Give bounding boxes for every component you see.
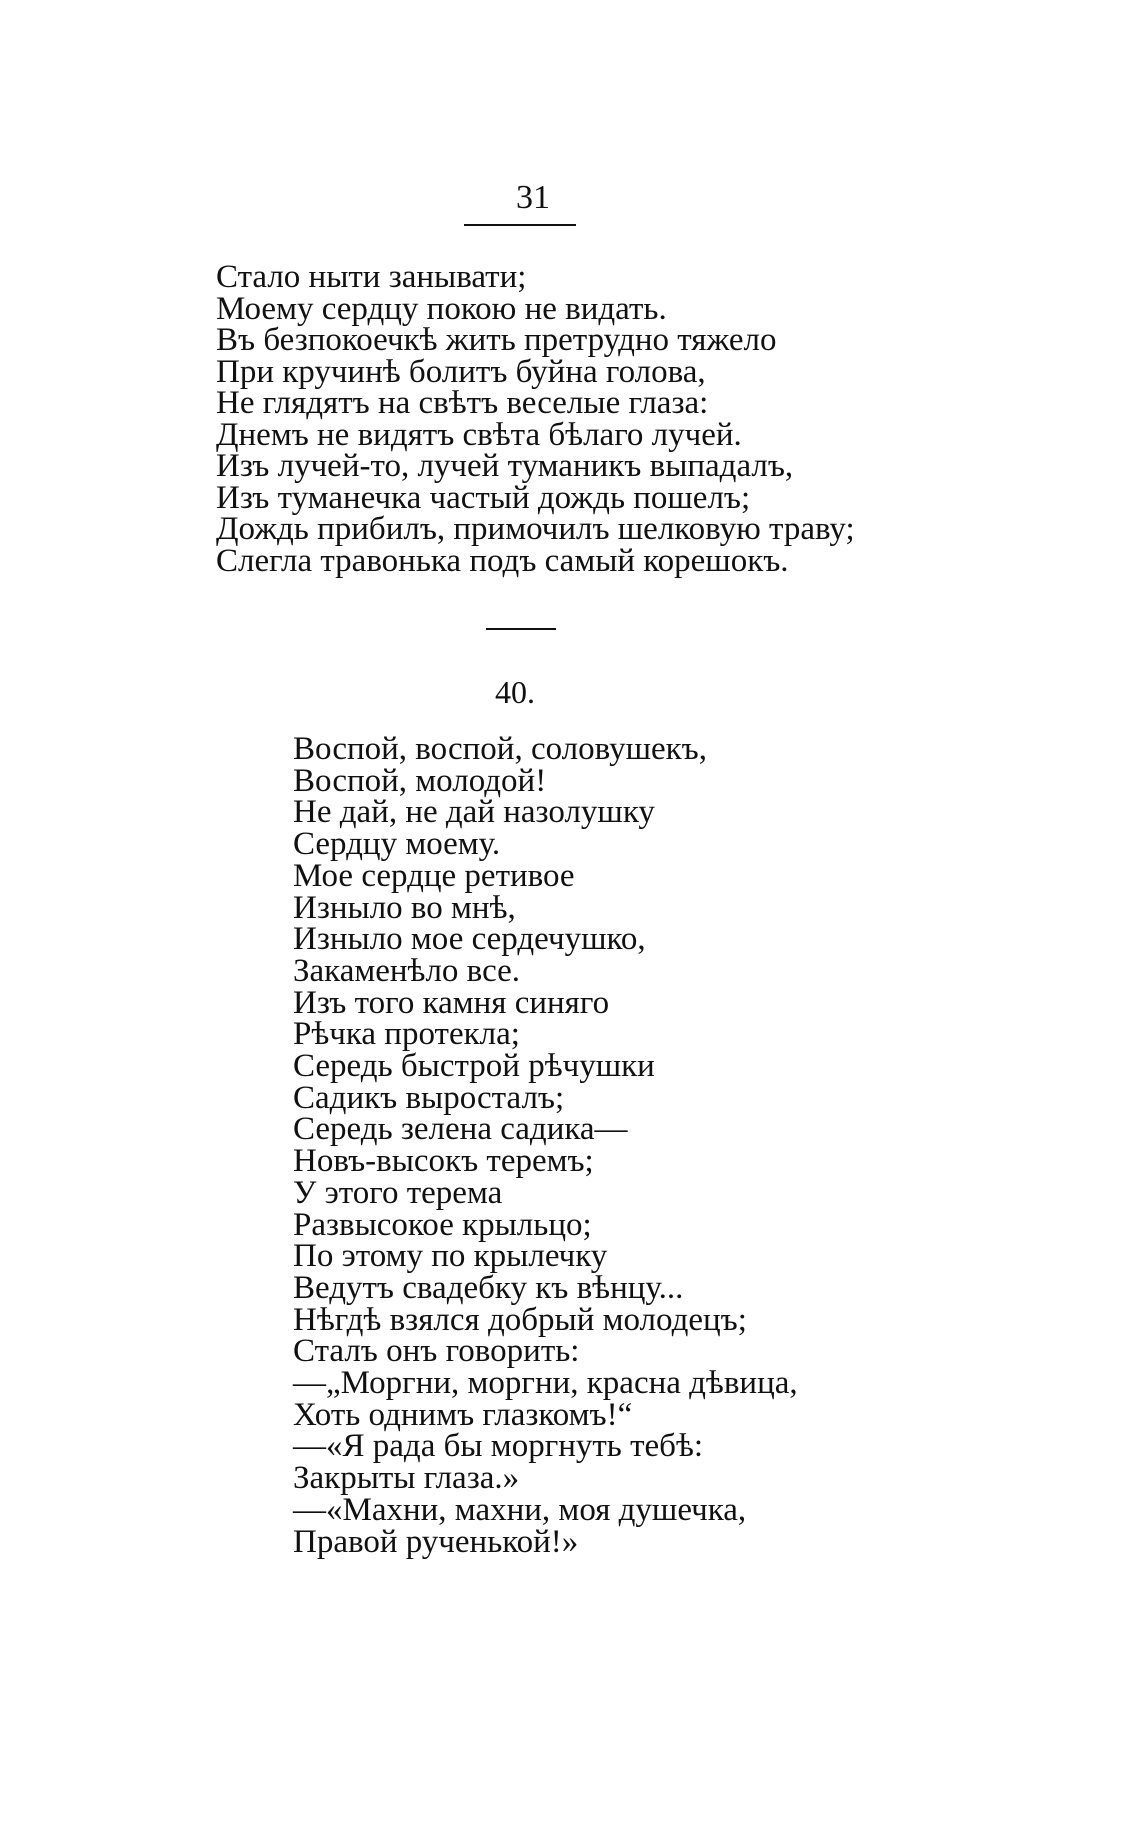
verse-line: Правой рученькой!»	[293, 1523, 579, 1560]
verse-line: Не дай, не дай назолушку	[293, 794, 655, 831]
verse-line: Изъ туманечка частый дождь пошелъ;	[216, 479, 751, 516]
verse-line: Ведутъ свадебку къ вѣнцу...	[293, 1269, 684, 1306]
poem-number: 40.	[495, 674, 535, 710]
verse-line: Закрыты глаза.»	[293, 1460, 520, 1497]
verse-line: У этого терема	[293, 1174, 503, 1211]
verse-line: Изъ того камня синяго	[293, 984, 610, 1021]
verse-line: Рѣчка протекла;	[293, 1016, 520, 1053]
verse-line: —«Махни, махни, моя душечка,	[293, 1491, 747, 1528]
verse-line: Сердцу моему.	[293, 826, 501, 863]
verse-line: Садикъ выросталъ;	[293, 1079, 565, 1116]
section-divider	[486, 628, 556, 630]
verse-line: Дождь прибилъ, примочилъ шелковую траву;	[216, 511, 855, 547]
verse-line: Новъ-высокъ теремъ;	[293, 1143, 594, 1180]
verse-line: Воспой, молодой!	[293, 762, 547, 799]
verse-line: Днемъ не видятъ свѣта бѣлаго лучей.	[216, 416, 742, 453]
verse-line: Въ безпокоечкѣ жить претрудно тяжело	[216, 322, 777, 358]
verse-line: По этому по крылечку	[293, 1238, 608, 1275]
verse-line: Мое сердце ретивое	[293, 857, 575, 894]
verse-line: Изныло мое сердечушко,	[293, 921, 646, 958]
verse-line: Закаменѣло все.	[293, 952, 521, 989]
verse-line: При кручинѣ болитъ буйна голова,	[216, 353, 706, 390]
verse-line: Хоть однимъ глазкомъ!“	[293, 1396, 633, 1433]
verse-line: Середь зелена садика—	[293, 1111, 628, 1148]
poem-end-stanza	[216, 259, 855, 579]
poem-40-stanza	[293, 731, 798, 1560]
verse-line: Изныло во мнѣ,	[293, 889, 516, 926]
verse-line: —„Моргни, моргни, красна дѣвица,	[293, 1365, 798, 1402]
verse-line: Воспой, воспой, соловушекъ,	[293, 731, 707, 767]
verse-line: Моему сердцу покою не видать.	[216, 290, 667, 327]
verse-line: Середь быстрой рѣчушки	[293, 1048, 655, 1085]
verse-line: Не глядятъ на свѣтъ веселые глаза:	[216, 385, 709, 421]
verse-line: Нѣгдѣ взялся добрый молодецъ;	[293, 1301, 747, 1338]
verse-line: Изъ лучей-то, лучей туманикъ выпадалъ,	[216, 448, 794, 484]
page-number: 31	[516, 179, 550, 216]
page-number-rule	[464, 224, 576, 226]
verse-line: —«Я рада бы моргнуть тебѣ:	[293, 1428, 704, 1465]
verse-line: Развысокое крыльцо;	[293, 1206, 592, 1243]
verse-line: Стало ныти занывати;	[216, 259, 527, 295]
verse-line: Сталъ онъ говорить:	[293, 1333, 580, 1370]
verse-line: Слегла травонька подъ самый корешокъ.	[216, 542, 789, 579]
